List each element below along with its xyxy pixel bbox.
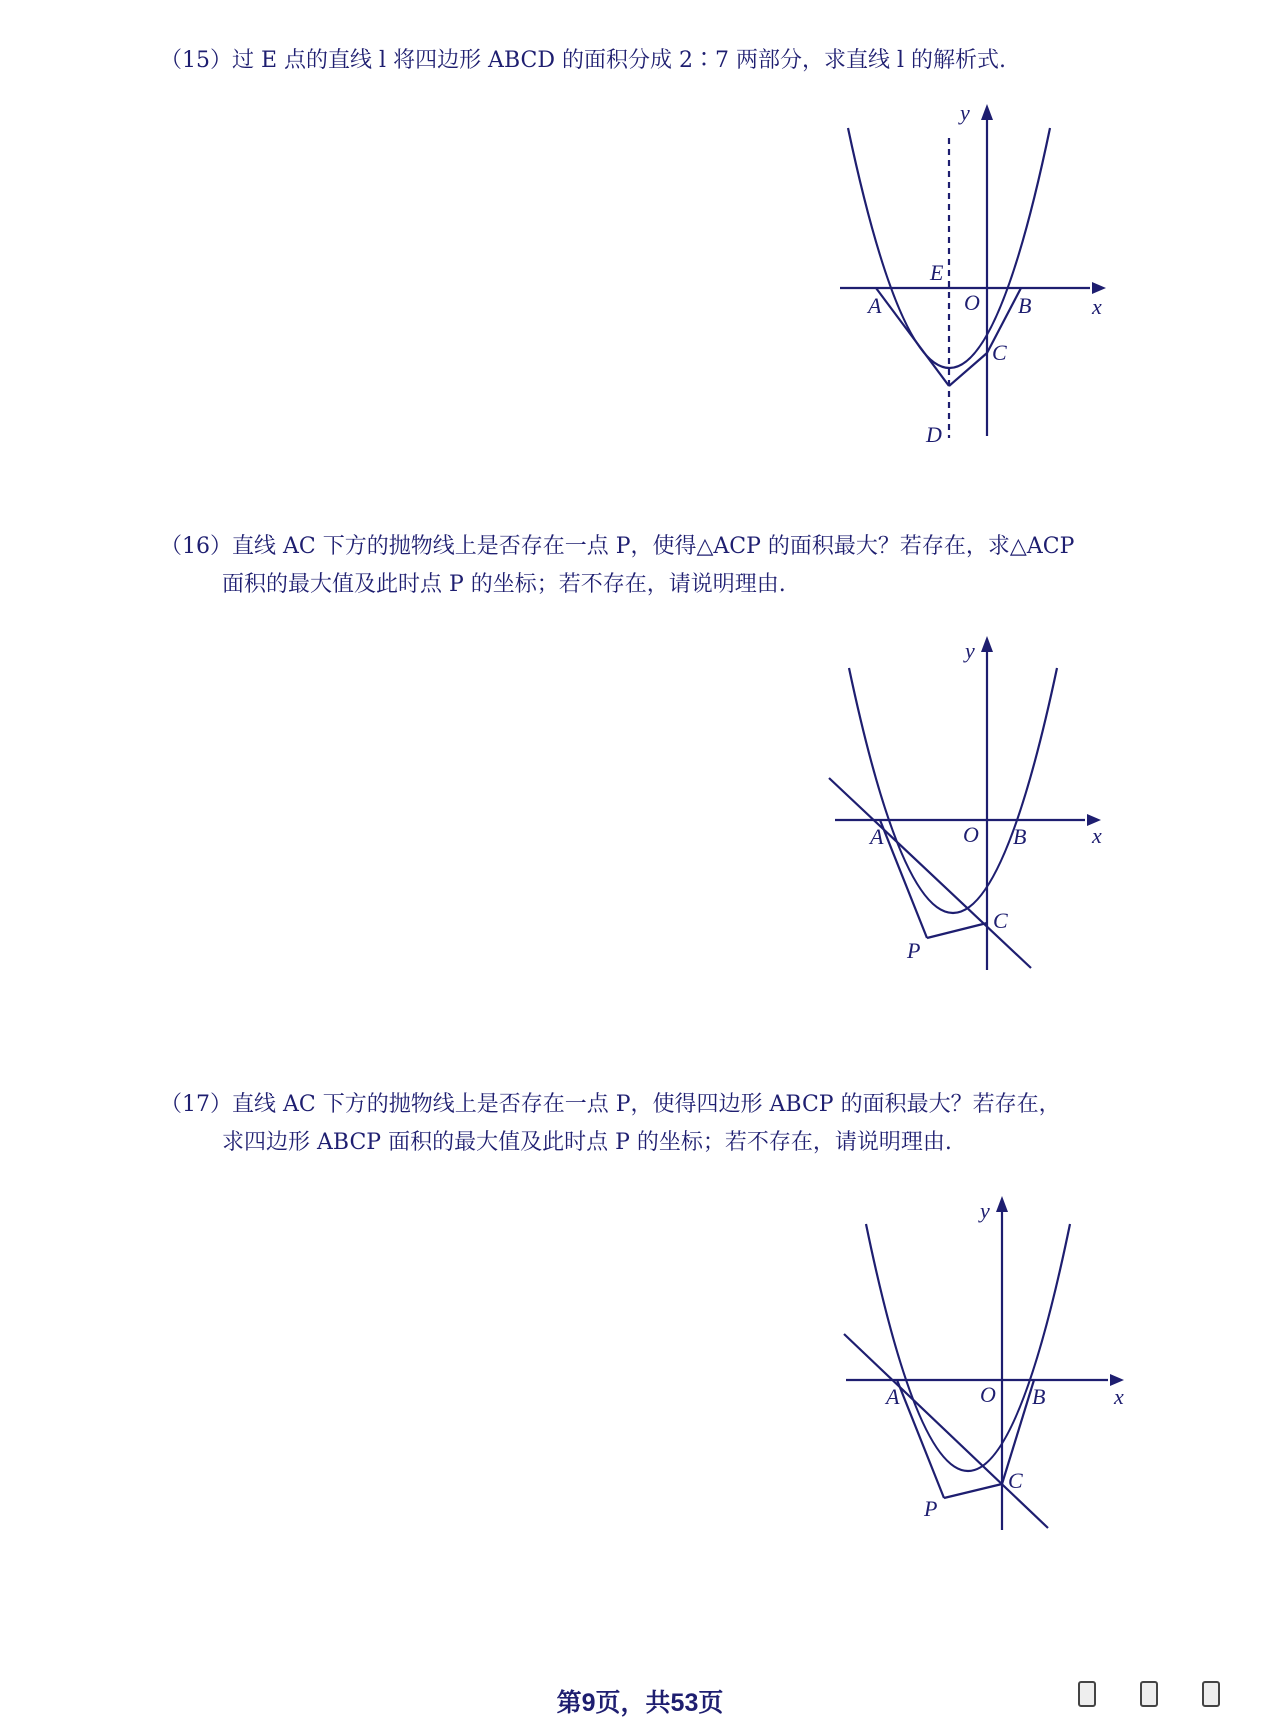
question-17-line-1: （17）直线 AC 下方的抛物线上是否存在一点 P，使得四边形 ABCP 的面积最大？若存在， xyxy=(160,1092,1061,1117)
question-17-line-2: 求四边形 ABCP 面积的最大值及此时点 P 的坐标；若不存在，请说明理由. xyxy=(222,1130,952,1155)
figure-15 xyxy=(840,100,1140,478)
label-C: C xyxy=(993,908,1008,933)
label-x: x xyxy=(1114,1384,1124,1409)
copy-icon[interactable] xyxy=(1078,1681,1096,1707)
label-P: P xyxy=(907,938,921,963)
y-axis-arrow xyxy=(996,1196,1008,1212)
question-16-line-1: （16）直线 AC 下方的抛物线上是否存在一点 P，使得△ACP 的面积最大？若存在，求△ACP xyxy=(160,534,1075,559)
label-B: B xyxy=(1013,824,1027,849)
corner-toolbar xyxy=(1070,1677,1270,1709)
question-16 xyxy=(160,528,1140,604)
page-footer: 第9页，共53页 xyxy=(556,1689,724,1717)
label-B: B xyxy=(1018,293,1032,318)
segment-AD xyxy=(876,288,949,386)
figure-17 xyxy=(850,1198,1150,1538)
label-O: O xyxy=(964,290,980,315)
segment-AP xyxy=(897,1380,944,1498)
label-O: O xyxy=(963,822,979,847)
label-x: x xyxy=(1092,823,1102,848)
question-17 xyxy=(160,1086,1140,1162)
segment-PC xyxy=(944,1484,1002,1498)
label-A: A xyxy=(870,824,884,849)
label-O: O xyxy=(980,1382,996,1407)
y-axis-arrow xyxy=(981,636,993,652)
label-y: y xyxy=(965,638,975,663)
label-B: B xyxy=(1032,1384,1046,1409)
label-E: E xyxy=(930,260,944,285)
question-16-line-2: 面积的最大值及此时点 P 的坐标；若不存在，请说明理由. xyxy=(222,572,786,597)
question-15-line-1: （15）过 E 点的直线 l 将四边形 ABCD 的面积分成 2∶7 两部分，求直线 l 的解析式. xyxy=(160,48,1006,73)
label-C: C xyxy=(992,340,1007,365)
parabola xyxy=(849,668,1057,913)
question-15 xyxy=(160,42,1140,80)
label-A: A xyxy=(886,1384,900,1409)
label-y: y xyxy=(980,1198,990,1223)
copy-icon[interactable] xyxy=(1140,1681,1158,1707)
label-P: P xyxy=(924,1496,938,1521)
label-x: x xyxy=(1092,294,1102,319)
y-axis-arrow xyxy=(981,104,993,120)
parabola xyxy=(866,1224,1070,1471)
label-D: D xyxy=(926,422,942,447)
label-C: C xyxy=(1008,1468,1023,1493)
x-axis-arrow xyxy=(1092,282,1106,294)
figure-15-svg xyxy=(840,100,1140,478)
figure-17-svg xyxy=(850,1198,1150,1538)
segment-DC xyxy=(949,353,987,386)
line-AC xyxy=(829,778,1031,968)
label-A: A xyxy=(868,293,882,318)
segment-PC xyxy=(927,923,987,938)
figure-16 xyxy=(835,638,1135,978)
label-y: y xyxy=(960,100,970,125)
segment-AP xyxy=(880,820,927,938)
copy-icon[interactable] xyxy=(1202,1681,1220,1707)
figure-16-svg xyxy=(835,638,1135,978)
